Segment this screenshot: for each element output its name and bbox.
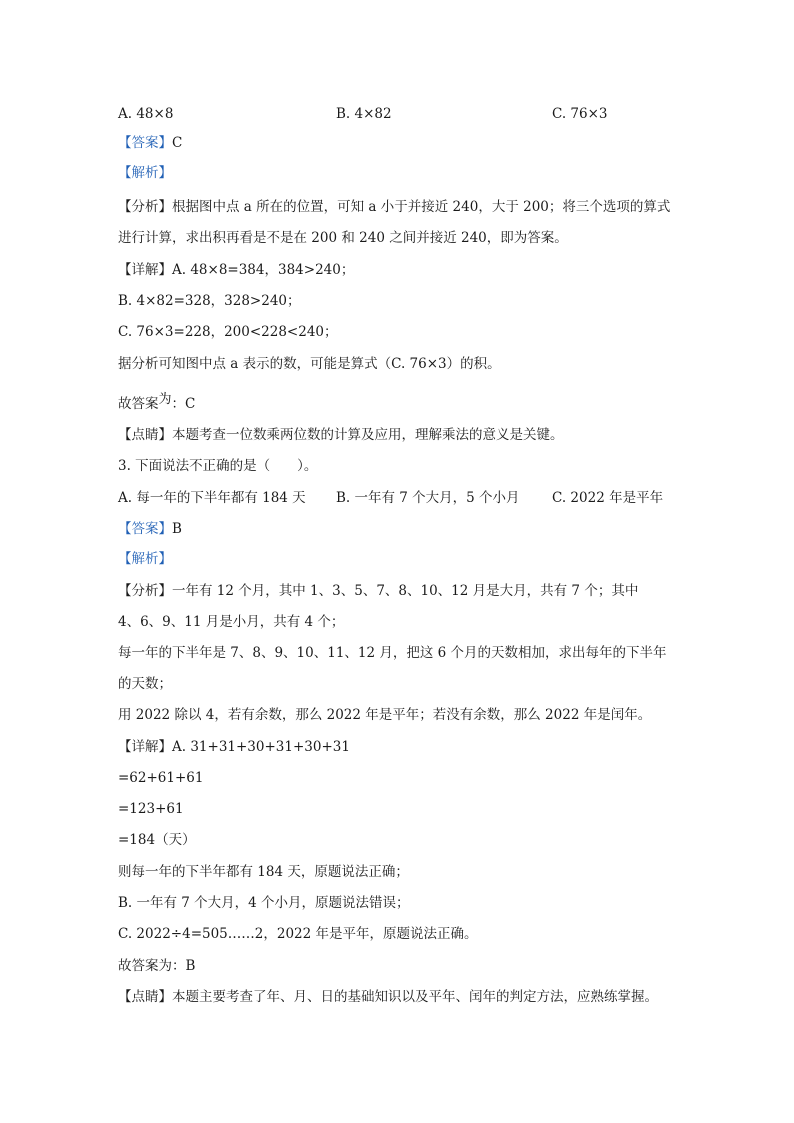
q2-xiangjie-line-c: C. 76×3=228，200<228<240；	[118, 324, 338, 340]
fenxi-tag: 【分析】	[118, 583, 172, 599]
q3-jiexi-tag: 【解析】	[118, 551, 172, 567]
answer-tag: 【答案】	[118, 135, 172, 151]
dianjing-text: 本题主要考查了年、月、日的基础知识以及平年、闰年的判定方法，应熟练掌握。	[172, 989, 658, 1005]
q2-xiangjie-line-b: B. 4×82=328，328>240；	[118, 293, 301, 309]
q2-conclusion: 据分析可知图中点 a 表示的数，可能是算式（C. 76×3）的积。	[118, 356, 501, 372]
q3-xiangjie-line7: C. 2022÷4=505……2，2022 年是平年，原题说法正确。	[118, 926, 478, 942]
q3-xiangjie-line6: B. 一年有 7 个大月，4 个小月，原题说法错误；	[118, 895, 410, 911]
answer-value: B	[172, 521, 182, 537]
q3-fenxi-line2: 4、6、9、11 月是小月，共有 4 个；	[118, 614, 345, 630]
xiangjie-tag: 【详解】	[118, 262, 172, 278]
q2-fenxi-line2: 进行计算，求出积再看是不是在 200 和 240 之间并接近 240，即为答案。	[118, 230, 568, 246]
q3-dianjing	[118, 988, 658, 1006]
q2-final-answer	[118, 392, 196, 414]
fenxi-text: 根据图中点 a 所在的位置，可知 a 小于并接近 240，大于 200；将三个选项的算式	[172, 199, 671, 215]
dianjing-tag: 【点睛】	[118, 989, 172, 1005]
q3-xiangjie-line2: =62+61+61	[118, 770, 204, 786]
q2-options-row	[118, 105, 678, 123]
final-sup: 为	[158, 392, 172, 407]
q3-xiangjie-line3: =123+61	[118, 801, 184, 817]
fenxi-tag: 【分析】	[118, 199, 172, 215]
q2-option-c: C. 76×3	[552, 106, 608, 122]
q3-xiangjie-line1	[118, 738, 350, 756]
q3-final-answer: 故答案为：B	[118, 958, 196, 974]
q3-xiangjie-line4: =184（天）	[118, 832, 196, 848]
dianjing-tag: 【点睛】	[118, 427, 172, 443]
final-prefix: 故答案	[118, 396, 159, 412]
q3-option-a: A. 每一年的下半年都有 184 天	[118, 490, 306, 506]
q3-fenxi-line5: 用 2022 除以 4，若有余数，那么 2022 年是平年；若没有余数，那么 2022 年是闰年。	[118, 707, 652, 723]
answer-value: C	[172, 135, 183, 151]
q3-fenxi-line3: 每一年的下半年是 7、8、9、10、11、12 月，把这 6 个月的天数相加，求出每年的下半年	[118, 645, 667, 661]
dianjing-text: 本题考查一位数乘两位数的计算及应用，理解乘法的意义是关键。	[172, 427, 564, 443]
q2-answer	[118, 134, 182, 152]
xiangjie-text: A. 31+31+30+31+30+31	[172, 739, 350, 755]
q3-options-row	[118, 489, 678, 507]
final-suffix: ：C	[171, 396, 196, 412]
xiangjie-text: A. 48×8=384，384>240；	[172, 262, 355, 278]
q3-answer	[118, 520, 182, 538]
q3-option-b: B. 一年有 7 个大月，5 个小月	[336, 490, 520, 506]
q3-fenxi-line4: 的天数；	[118, 676, 172, 692]
q3-stem: 3. 下面说法不正确的是（ ）。	[118, 458, 318, 474]
q3-option-c: C. 2022 年是平年	[552, 490, 664, 506]
q2-xiangjie-line-a	[118, 261, 354, 279]
q3-xiangjie-line5: 则每一年的下半年都有 184 天，原题说法正确；	[118, 864, 409, 880]
q2-option-a: A. 48×8	[118, 106, 174, 122]
xiangjie-tag: 【详解】	[118, 739, 172, 755]
q2-fenxi-line1	[118, 198, 670, 216]
q2-option-b: B. 4×82	[336, 106, 392, 122]
answer-tag: 【答案】	[118, 521, 172, 537]
q2-dianjing	[118, 426, 564, 444]
q2-jiexi-tag: 【解析】	[118, 165, 172, 181]
q3-fenxi-line1	[118, 582, 638, 600]
fenxi-text: 一年有 12 个月，其中 1、3、5、7、8、10、12 月是大月，共有 7 个；其中	[172, 583, 639, 599]
